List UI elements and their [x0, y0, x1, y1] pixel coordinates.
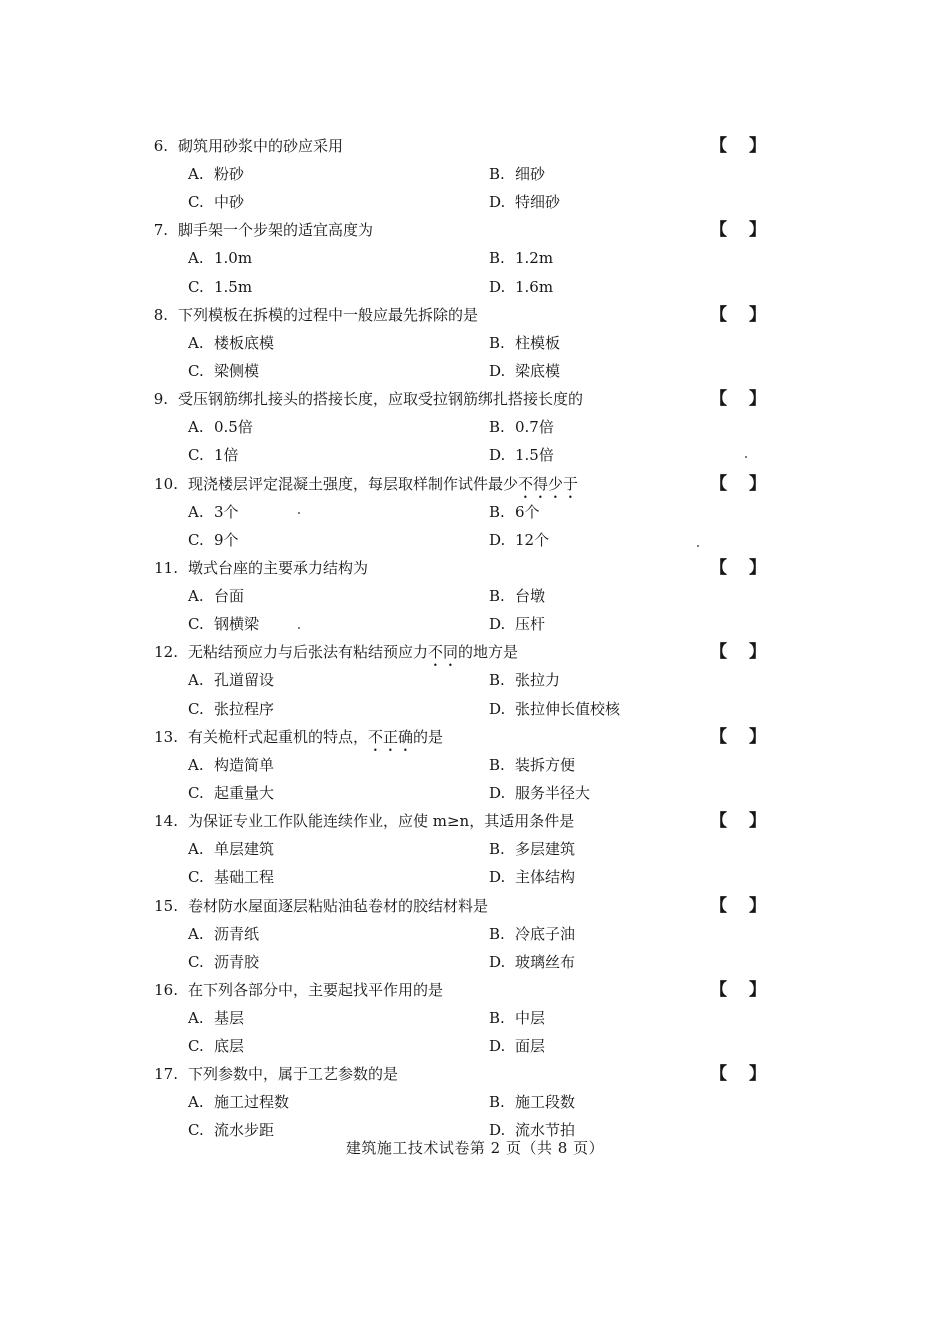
option-d	[489, 863, 575, 891]
option-text: 流水节拍	[515, 1121, 576, 1140]
option-text: 1.2m	[515, 249, 554, 268]
option-text: 多层建筑	[515, 840, 576, 859]
option-letter: C.	[188, 699, 204, 718]
question-stem-row	[0, 1060, 950, 1088]
question-stem: 下列模板在拆模的过程中一般应最先拆除的是	[178, 305, 479, 324]
option-d	[489, 357, 560, 385]
option-text: 钢横梁	[214, 615, 260, 634]
option-letter: C.	[188, 952, 204, 971]
option-letter: B.	[489, 924, 505, 943]
option-letter: A.	[188, 755, 204, 774]
question-item	[0, 638, 950, 722]
option-row	[0, 1088, 950, 1116]
bracket-close: 】	[749, 1064, 766, 1085]
option-letter: D.	[489, 952, 506, 971]
question-number: 7.	[153, 221, 168, 240]
question-stem-row	[0, 132, 950, 160]
answer-bracket[interactable]	[710, 216, 766, 244]
bracket-open: 【	[710, 304, 727, 325]
option-text: 施工段数	[515, 1093, 576, 1112]
bracket-close: 】	[749, 136, 766, 156]
option-text: 3个	[214, 502, 239, 521]
option-b	[489, 751, 575, 779]
option-text: 楼板底模	[214, 333, 275, 352]
option-letter: A.	[188, 1009, 204, 1027]
option-text: 粉砂	[214, 165, 245, 184]
option-row	[0, 582, 950, 610]
option-text: 1倍	[214, 446, 239, 465]
question-stem-row	[0, 301, 950, 329]
option-c	[188, 695, 274, 723]
option-letter: B.	[489, 1009, 505, 1027]
option-b	[489, 666, 560, 694]
option-text: 装拆方便	[515, 755, 576, 774]
bracket-open: 【	[710, 642, 727, 663]
bracket-open: 【	[710, 136, 727, 156]
option-letter: C.	[188, 1121, 204, 1140]
option-b	[489, 498, 540, 526]
bracket-open: 【	[710, 811, 727, 832]
question-number: 17.	[154, 1065, 178, 1084]
question-number: 14.	[154, 812, 178, 831]
option-text: 1.5m	[214, 277, 253, 296]
question-stem: 卷材防水屋面逐层粘贴油毡卷材的胶结材料是	[188, 896, 489, 915]
question-stem-row	[0, 976, 950, 1004]
option-row	[0, 526, 950, 554]
option-text: 压杆	[515, 615, 546, 634]
option-letter: B.	[489, 671, 505, 690]
bracket-close: 】	[749, 473, 766, 494]
option-b	[489, 413, 554, 441]
option-text: 中砂	[214, 193, 245, 212]
option-letter: D.	[489, 615, 506, 634]
question-stem: 受压钢筋绑扎接头的搭接长度，应取受拉钢筋绑扎搭接长度的	[178, 390, 584, 409]
option-a	[188, 413, 253, 441]
option-text: 张拉程序	[214, 699, 275, 718]
option-text: 服务半径大	[515, 783, 591, 802]
option-row	[0, 357, 950, 385]
option-text: 台墩	[515, 587, 546, 606]
emphasized-text: 不正确	[368, 727, 414, 746]
option-text: 基础工程	[214, 868, 275, 887]
question-item	[0, 892, 950, 976]
bracket-close: 】	[749, 389, 766, 410]
option-letter: A.	[188, 249, 204, 268]
stem-text: 无粘结预应力与后张法有粘结预应力	[188, 643, 429, 662]
bracket-close: 】	[749, 726, 766, 747]
option-b	[489, 835, 575, 863]
option-text: 施工过程数	[214, 1093, 290, 1112]
option-letter: B.	[489, 418, 505, 437]
stem-text: 有关桅杆式起重机的特点，	[188, 727, 369, 746]
option-letter: D.	[489, 783, 506, 802]
question-item	[0, 132, 950, 216]
option-row	[0, 920, 950, 948]
option-text: 孔道留设	[214, 671, 275, 690]
option-a	[188, 160, 244, 188]
option-text: 流水步距	[214, 1121, 275, 1140]
question-stem-row	[0, 385, 950, 413]
option-row	[0, 244, 950, 272]
option-row	[0, 329, 950, 357]
option-letter: A.	[188, 418, 204, 437]
option-text: 12个	[515, 530, 550, 549]
option-row	[0, 751, 950, 779]
bracket-open: 【	[710, 726, 727, 747]
answer-bracket[interactable]	[710, 470, 766, 498]
option-letter: D.	[489, 446, 506, 465]
option-text: 沥青胶	[214, 952, 260, 971]
option-a	[188, 1004, 244, 1032]
option-row	[0, 441, 950, 469]
option-c	[188, 948, 259, 976]
option-d	[489, 779, 590, 807]
question-item	[0, 216, 950, 300]
option-text: 基层	[214, 1009, 245, 1027]
option-row	[0, 273, 950, 301]
question-stem: 下列参数中，属于工艺参数的是	[188, 1065, 399, 1084]
question-stem-row	[0, 723, 950, 751]
option-letter: D.	[489, 193, 506, 212]
option-letter: C.	[188, 193, 204, 212]
option-letter: D.	[489, 1121, 506, 1140]
option-d	[489, 695, 620, 723]
option-a	[188, 920, 259, 948]
option-letter: A.	[188, 502, 204, 521]
option-b	[489, 920, 575, 948]
question-item	[0, 1060, 950, 1144]
option-c	[188, 188, 244, 216]
option-row	[0, 666, 950, 694]
option-c	[188, 779, 274, 807]
option-d	[489, 948, 575, 976]
option-b	[489, 329, 560, 357]
bracket-close: 】	[749, 642, 766, 663]
question-stem: 脚手架一个步架的适宜高度为	[178, 221, 374, 240]
option-a	[188, 835, 274, 863]
question-item	[0, 554, 950, 638]
option-text: 构造简单	[214, 755, 275, 774]
option-row	[0, 863, 950, 891]
option-text: 6个	[515, 502, 540, 521]
option-row	[0, 498, 950, 526]
question-list	[0, 132, 950, 1145]
option-d	[489, 188, 560, 216]
option-letter: C.	[188, 783, 204, 802]
option-letter: C.	[188, 277, 204, 296]
option-c	[188, 1032, 244, 1060]
option-letter: B.	[489, 502, 505, 521]
option-text: 起重量大	[214, 783, 275, 802]
stem-text: 的地方是	[458, 643, 519, 662]
option-text: 主体结构	[515, 868, 576, 887]
option-text: 张拉伸长值校核	[515, 699, 621, 718]
answer-bracket[interactable]	[710, 723, 766, 751]
answer-bracket[interactable]	[710, 385, 766, 413]
question-number: 8.	[153, 305, 168, 324]
option-a	[188, 751, 274, 779]
option-a	[188, 1088, 289, 1116]
option-text: 9个	[214, 530, 239, 549]
option-c	[188, 863, 274, 891]
stem-text: 现浇楼层评定混凝土强度，每层取样制作试件最少	[188, 474, 519, 493]
question-stem-row	[0, 638, 950, 666]
option-b	[489, 1004, 545, 1032]
option-letter: D.	[489, 277, 506, 296]
question-stem: 为保证专业工作队能连续作业，应使 m≥n，其适用条件是	[188, 812, 575, 831]
question-number: 16.	[154, 980, 178, 999]
option-text: 中层	[515, 1009, 546, 1027]
question-number: 13.	[154, 727, 178, 746]
option-letter: C.	[188, 868, 204, 887]
option-letter: A.	[188, 587, 204, 606]
question-number: 11.	[154, 558, 178, 577]
question-item	[0, 385, 950, 469]
question-item	[0, 301, 950, 385]
option-c	[188, 441, 239, 469]
option-a	[188, 498, 239, 526]
option-b	[489, 582, 545, 610]
option-text: 0.5倍	[214, 418, 253, 437]
option-c	[188, 273, 252, 301]
option-letter: A.	[188, 924, 204, 943]
bracket-open: 【	[710, 220, 727, 241]
question-stem-row	[0, 554, 950, 582]
option-letter: B.	[489, 840, 505, 859]
option-d	[489, 273, 553, 301]
bracket-open: 【	[710, 473, 727, 494]
bracket-close: 】	[749, 811, 766, 832]
question-item	[0, 976, 950, 1060]
page-footer: 建筑施工技术试卷第 2 页（共 8 页）	[345, 1139, 605, 1157]
option-letter: C.	[188, 1037, 204, 1056]
bracket-close: 】	[749, 895, 766, 916]
option-d	[489, 526, 549, 554]
option-letter: A.	[188, 165, 204, 184]
option-a	[188, 582, 244, 610]
scan-speck	[298, 512, 300, 514]
option-row	[0, 413, 950, 441]
answer-bracket[interactable]	[710, 554, 766, 582]
question-stem: 墩式台座的主要承力结构为	[188, 558, 369, 577]
option-b	[489, 244, 553, 272]
option-text: 梁侧模	[214, 361, 260, 380]
option-letter: C.	[188, 615, 204, 634]
option-a	[188, 666, 274, 694]
option-d	[489, 610, 545, 638]
emphasized-text: 不得少于	[518, 474, 579, 493]
option-letter: A.	[188, 333, 204, 352]
option-letter: A.	[188, 840, 204, 859]
option-text: 沥青纸	[214, 924, 260, 943]
option-row	[0, 948, 950, 976]
option-letter: C.	[188, 361, 204, 380]
option-letter: D.	[489, 1037, 506, 1056]
option-letter: D.	[489, 868, 506, 887]
question-stem-row	[0, 216, 950, 244]
question-stem-row	[0, 892, 950, 920]
bracket-close: 】	[749, 979, 766, 1000]
question-item	[0, 723, 950, 807]
option-letter: C.	[188, 530, 204, 549]
bracket-close: 】	[749, 220, 766, 241]
answer-bracket[interactable]	[710, 638, 766, 666]
option-letter: D.	[489, 530, 506, 549]
question-number: 9.	[153, 390, 168, 409]
option-text: 柱模板	[515, 333, 561, 352]
option-text: 特细砂	[515, 193, 561, 212]
option-letter: A.	[188, 1093, 204, 1112]
option-row	[0, 160, 950, 188]
option-row	[0, 1004, 950, 1032]
option-letter: B.	[489, 333, 505, 352]
bracket-open: 【	[710, 1064, 727, 1085]
answer-bracket[interactable]	[710, 976, 766, 1004]
option-letter: D.	[489, 361, 506, 380]
option-letter: B.	[489, 1093, 505, 1112]
question-number: 10.	[154, 474, 178, 493]
answer-bracket[interactable]	[710, 1060, 766, 1088]
option-c	[188, 610, 259, 638]
bracket-close: 】	[749, 304, 766, 325]
answer-bracket[interactable]	[710, 807, 766, 835]
option-d	[489, 1032, 545, 1060]
option-letter: C.	[188, 446, 204, 465]
option-letter: B.	[489, 249, 505, 268]
option-text: 单层建筑	[214, 840, 275, 859]
option-row	[0, 835, 950, 863]
option-row	[0, 188, 950, 216]
option-row	[0, 1032, 950, 1060]
option-row	[0, 695, 950, 723]
answer-bracket[interactable]	[710, 132, 766, 160]
option-a	[188, 329, 274, 357]
option-text: 面层	[515, 1037, 546, 1056]
bracket-close: 】	[749, 557, 766, 578]
option-row	[0, 610, 950, 638]
option-text: 张拉力	[515, 671, 561, 690]
emphasized-text: 不同	[428, 643, 459, 662]
option-b	[489, 160, 545, 188]
question-number: 15.	[154, 896, 178, 915]
option-text: 0.7倍	[515, 418, 554, 437]
scan-speck	[745, 456, 747, 458]
scan-speck	[298, 627, 300, 629]
stem-text: 的是	[413, 727, 444, 746]
option-c	[188, 357, 259, 385]
option-d	[489, 441, 554, 469]
question-item	[0, 807, 950, 891]
option-b	[489, 1088, 575, 1116]
option-letter: B.	[489, 587, 505, 606]
option-a	[188, 244, 252, 272]
option-letter: A.	[188, 671, 204, 690]
question-number: 12.	[154, 643, 178, 662]
option-text: 台面	[214, 587, 245, 606]
question-stem-row	[0, 470, 950, 498]
option-text: 1.0m	[214, 249, 253, 268]
bracket-open: 【	[710, 389, 727, 410]
option-text: 1.6m	[515, 277, 554, 296]
bracket-open: 【	[710, 895, 727, 916]
question-stem-row	[0, 807, 950, 835]
option-text: 1.5倍	[515, 446, 554, 465]
answer-bracket[interactable]	[710, 892, 766, 920]
question-number: 6.	[153, 137, 168, 155]
option-c	[188, 526, 239, 554]
option-text: 底层	[214, 1037, 245, 1056]
scan-speck	[697, 545, 699, 547]
question-stem: 在下列各部分中，主要起找平作用的是	[188, 980, 444, 999]
question-stem: 砌筑用砂浆中的砂应采用	[178, 137, 344, 155]
question-item	[0, 470, 950, 554]
option-row	[0, 779, 950, 807]
bracket-open: 【	[710, 557, 727, 578]
answer-bracket[interactable]	[710, 301, 766, 329]
bracket-open: 【	[710, 979, 727, 1000]
option-letter: D.	[489, 699, 506, 718]
option-text: 冷底子油	[515, 924, 576, 943]
option-text: 梁底模	[515, 361, 561, 380]
option-letter: B.	[489, 755, 505, 774]
option-letter: B.	[489, 165, 505, 184]
option-text: 玻璃丝布	[515, 952, 576, 971]
option-text: 细砂	[515, 165, 546, 184]
